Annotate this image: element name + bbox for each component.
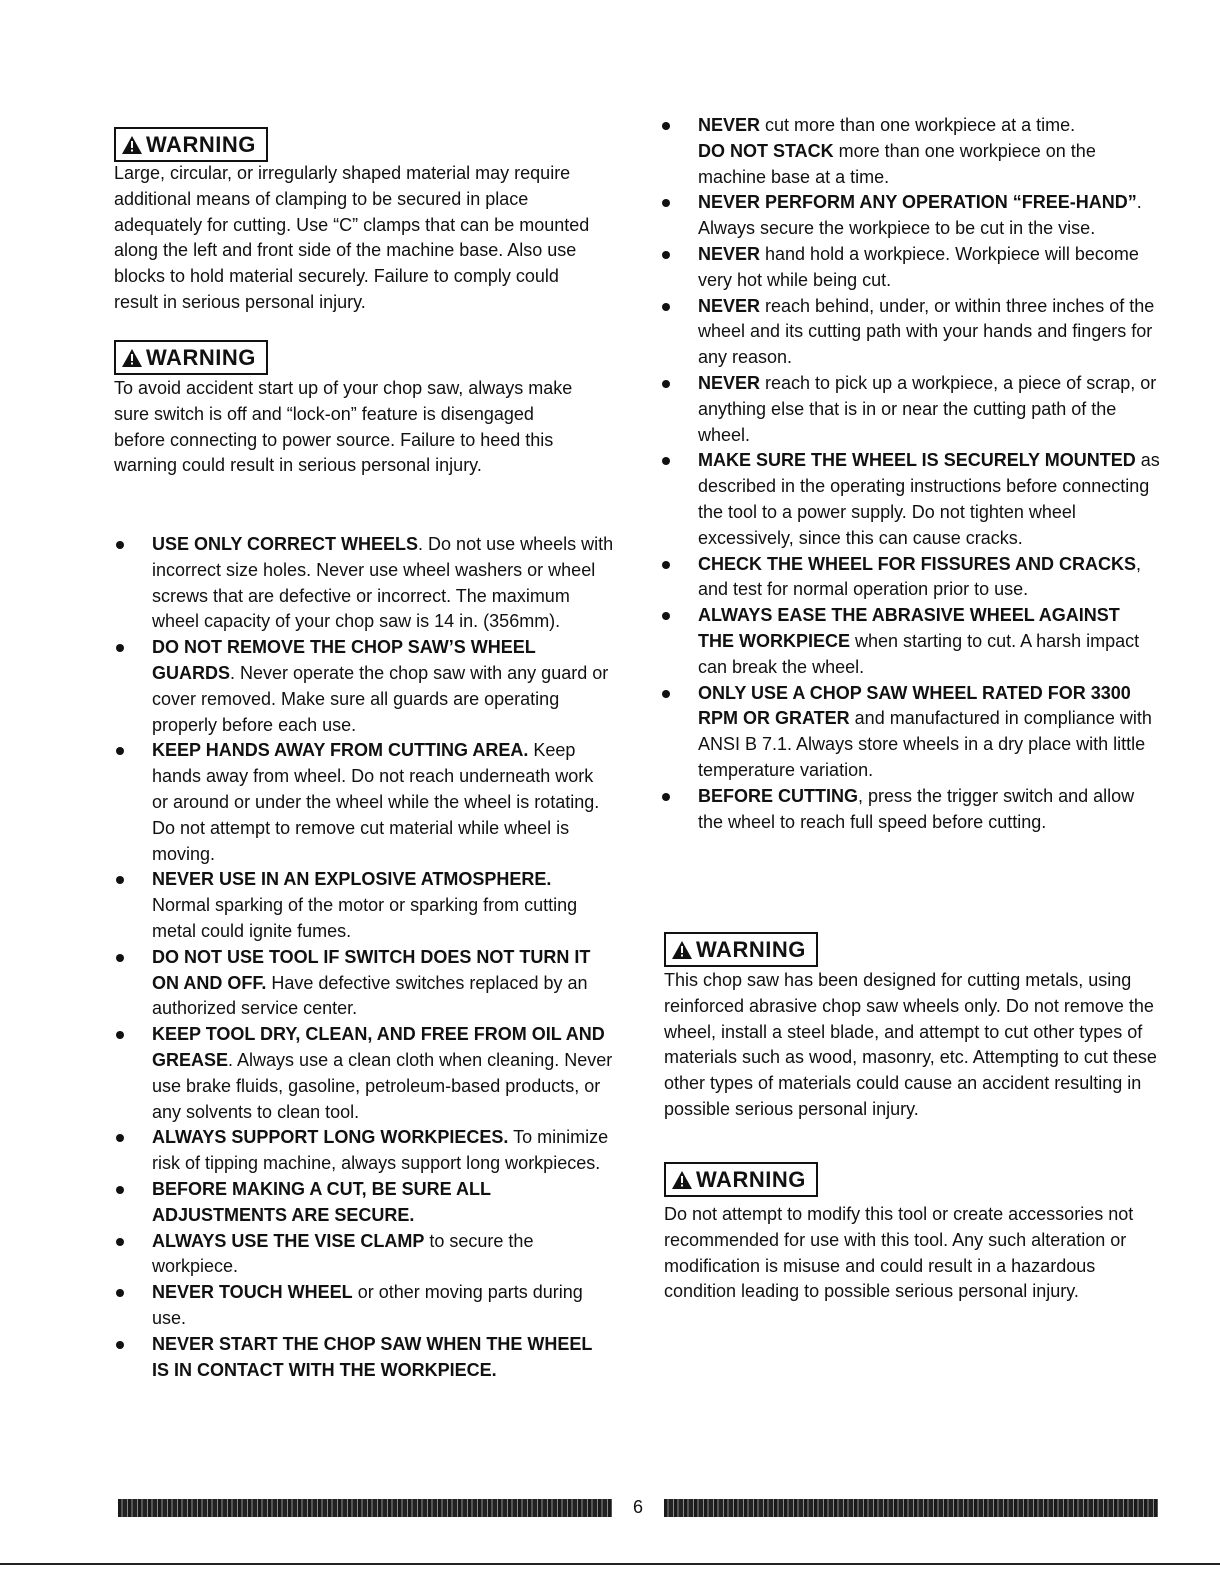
bullet-item (114, 738, 614, 867)
bullet-dot-icon (116, 954, 124, 962)
bullet-text: . Do not use wheels with incorrect size holes. Never use wheel washers or wheel screws that are defective or incorrect. The maximum wheel capacity of your chop saw is 14 in. (356mm). (152, 534, 614, 632)
bullet-dot-icon (662, 380, 670, 388)
bullet-text: . Always secure the workpiece to be cut in the vise. (698, 192, 1142, 239)
warning-text-4: Do not attempt to modify this tool or create accessories not recommended for use with this tool. Any such alteration or modification is misuse and could result in a hazardous condition leading to possible serious personal injury. (664, 1204, 1134, 1302)
bullet-item (114, 1177, 614, 1229)
bullet-dot-icon (116, 541, 124, 549)
warning-triangle-icon (122, 136, 142, 154)
right-bullet-list (660, 113, 1160, 835)
warning-text-1: Large, circular, or irregularly shaped material may require additional means of clamping to be secured in place adequately for cutting. Use “C” clamps that can be mounted along the left and front side of the machine base. Also use blocks to hold material securely. Failure to comply could result in serious personal injury. (114, 163, 590, 312)
warning-label-1: WARNING (114, 127, 268, 162)
bullet-dot-icon (116, 1186, 124, 1194)
warning-label-2: WARNING (114, 340, 268, 375)
bullet-item (114, 1229, 614, 1281)
warning-label-3: WARNING (664, 932, 818, 967)
bullet-item (660, 190, 1160, 242)
bullet-item (660, 294, 1160, 371)
footer-bar-left (118, 1499, 612, 1517)
bullet-text: to secure the workpiece. (152, 1230, 534, 1277)
warning-text-3: This chop saw has been designed for cutting metals, using reinforced abrasive chop saw wheels only. Do not remove the wheel, install a steel blade, and attempt to cut other types of materials such as wood, masonry, etc. Attempting to cut these other types of materials could cause an accident resulting in possible serious personal injury. (664, 970, 1157, 1119)
bullet-text: , and test for normal operation prior to use. (698, 553, 1142, 600)
bullet-heading: CHECK THE WHEEL FOR FISSURES AND CRACKS (698, 553, 1137, 574)
bullet-text: and manufactured in compliance with ANSI B 7.1. Always store wheels in a dry place with little temperature variation. (698, 708, 1152, 780)
bullet-heading: DO NOT REMOVE THE CHOP SAW’S WHEEL GUARDS (152, 637, 536, 683)
warning-label-4: WARNING (664, 1162, 818, 1197)
bullet-dot-icon (116, 747, 124, 755)
bullet-text: or other moving parts during use. (152, 1282, 583, 1328)
bullet-text: reach behind, under, or within three inches of the wheel and its cutting path with your hands and fingers for any reason. (698, 295, 1155, 368)
bullet-dot-icon (116, 1238, 124, 1246)
bullet-dot-icon (116, 1031, 124, 1039)
bullet-text: hand hold a workpiece. Workpiece will become very hot while being cut. (698, 243, 1139, 290)
bullet-heading: BEFORE MAKING A CUT, BE SURE ALL ADJUSTMENTS ARE SECURE. (152, 1178, 491, 1225)
bullet-item (114, 1125, 614, 1177)
footer-bar-right (664, 1499, 1158, 1517)
warning-triangle-icon (122, 349, 142, 367)
bullet-dot-icon (116, 876, 124, 884)
bullet-dot-icon (662, 561, 670, 569)
warning-text-2: To avoid accident start up of your chop saw, always make sure switch is off and “lock-on” feature is disengaged before connecting to power source. Failure to heed this warning could result in serious personal injury. (114, 378, 573, 476)
bullet-dot-icon (662, 122, 670, 130)
bullet-heading: KEEP TOOL DRY, CLEAN, AND FREE FROM OIL AND GREASE (152, 1024, 605, 1070)
bullet-heading: USE ONLY CORRECT WHEELS (152, 534, 419, 554)
bottom-rule (0, 1563, 1220, 1565)
bullet-item (114, 1280, 614, 1332)
bullet-item (114, 1332, 614, 1384)
bullet-dot-icon (116, 1289, 124, 1297)
bullet-item (660, 371, 1160, 448)
bullet-heading: NEVER USE IN AN EXPLOSIVE ATMOSPHERE. (152, 869, 552, 890)
bullet-heading: ALWAYS USE THE VISE CLAMP (152, 1230, 425, 1251)
bullet-text: cut more than one workpiece at a time. (760, 115, 1076, 135)
bullet-item (114, 532, 614, 635)
bullet-item (660, 784, 1160, 836)
bullet-dot-icon (662, 251, 670, 259)
bullet-heading: ONLY USE A CHOP SAW WHEEL RATED FOR 3300 RPM OR GRATER (698, 682, 1131, 729)
bullet-text: when starting to cut. A harsh impact can break the wheel. (698, 630, 1140, 677)
bullet-text: , press the trigger switch and allow the wheel to reach full speed before cutting. (698, 785, 1135, 832)
bullet-text: Normal sparking of the motor or sparking from cutting metal could ignite fumes. (152, 895, 578, 941)
left-bullet-list (114, 532, 614, 1383)
bullet-item (114, 945, 614, 1022)
bullet-heading: ALWAYS SUPPORT LONG WORKPIECES. (152, 1127, 509, 1148)
bullet-dot-icon (662, 199, 670, 207)
bullet-heading: DO NOT USE TOOL IF SWITCH DOES NOT TURN IT ON AND OFF. (152, 946, 591, 993)
page-number: 6 (632, 1497, 643, 1517)
bullet-heading: NEVER (698, 295, 761, 316)
bullet-item (660, 603, 1160, 680)
bullet-heading: NEVER START THE CHOP SAW WHEN THE WHEEL IS IN CONTACT WITH THE WORKPIECE. (152, 1333, 593, 1380)
bullet-heading: BEFORE CUTTING (698, 785, 858, 806)
bullet-dot-icon (116, 1341, 124, 1349)
bullet-text: To minimize risk of tipping machine, always support long workpieces. (152, 1127, 609, 1174)
bullet-heading: NEVER PERFORM ANY OPERATION “FREE-HAND” (698, 192, 1137, 213)
bullet-heading: NEVER TOUCH WHEEL (152, 1282, 353, 1303)
bullet-text: . Never operate the chop saw with any guard or cover removed. Make sure all guards are operating properly before each use. (152, 662, 609, 735)
bullet-dot-icon (662, 303, 670, 311)
bullet-heading: DO NOT STACK (698, 140, 834, 161)
warning-triangle-icon (672, 941, 692, 959)
bullet-heading: NEVER (698, 115, 761, 135)
bullet-item (114, 867, 614, 944)
bullet-dot-icon (116, 1134, 124, 1142)
bullet-text: Keep hands away from wheel. Do not reach underneath work or around or under the wheel while the wheel is rotating. Do not attempt to remove cut material while wheel is moving. (152, 740, 600, 864)
bullet-dot-icon (662, 690, 670, 698)
bullet-text: reach to pick up a workpiece, a piece of scrap, or anything else that is in or near the cutting path of the wheel. (698, 372, 1157, 445)
bullet-item (660, 552, 1160, 604)
bullet-dot-icon (662, 793, 670, 801)
bullet-dot-icon (116, 644, 124, 652)
bullet-item (660, 681, 1160, 784)
bullet-item (660, 242, 1160, 294)
bullet-heading: ALWAYS EASE THE ABRASIVE WHEEL AGAINST THE WORKPIECE (698, 605, 1120, 651)
bullet-text: as described in the operating instructions before connecting the tool to a power supply. Do not tighten wheel excessively, since this can cause cracks. (698, 450, 1160, 548)
bullet-dot-icon (662, 612, 670, 620)
bullet-item (114, 635, 614, 738)
bullet-text: more than one workpiece on the machine base at a time. (698, 140, 1096, 187)
bullet-text: Have defective switches replaced by an authorized service center. (152, 972, 588, 1019)
bullet-text: . Always use a clean cloth when cleaning. Never use brake fluids, gasoline, petroleum-based products, or any solvents to clean tool. (152, 1049, 613, 1122)
bullet-item (660, 113, 1160, 190)
bullet-heading: MAKE SURE THE WHEEL IS SECURELY MOUNTED (698, 450, 1136, 471)
bullet-heading: NEVER (698, 243, 761, 264)
bullet-item (660, 448, 1160, 551)
bullet-heading: KEEP HANDS AWAY FROM CUTTING AREA. (152, 740, 529, 761)
warning-triangle-icon (672, 1171, 692, 1189)
bullet-dot-icon (662, 457, 670, 465)
bullet-heading: NEVER (698, 372, 761, 393)
bullet-item (114, 1022, 614, 1125)
